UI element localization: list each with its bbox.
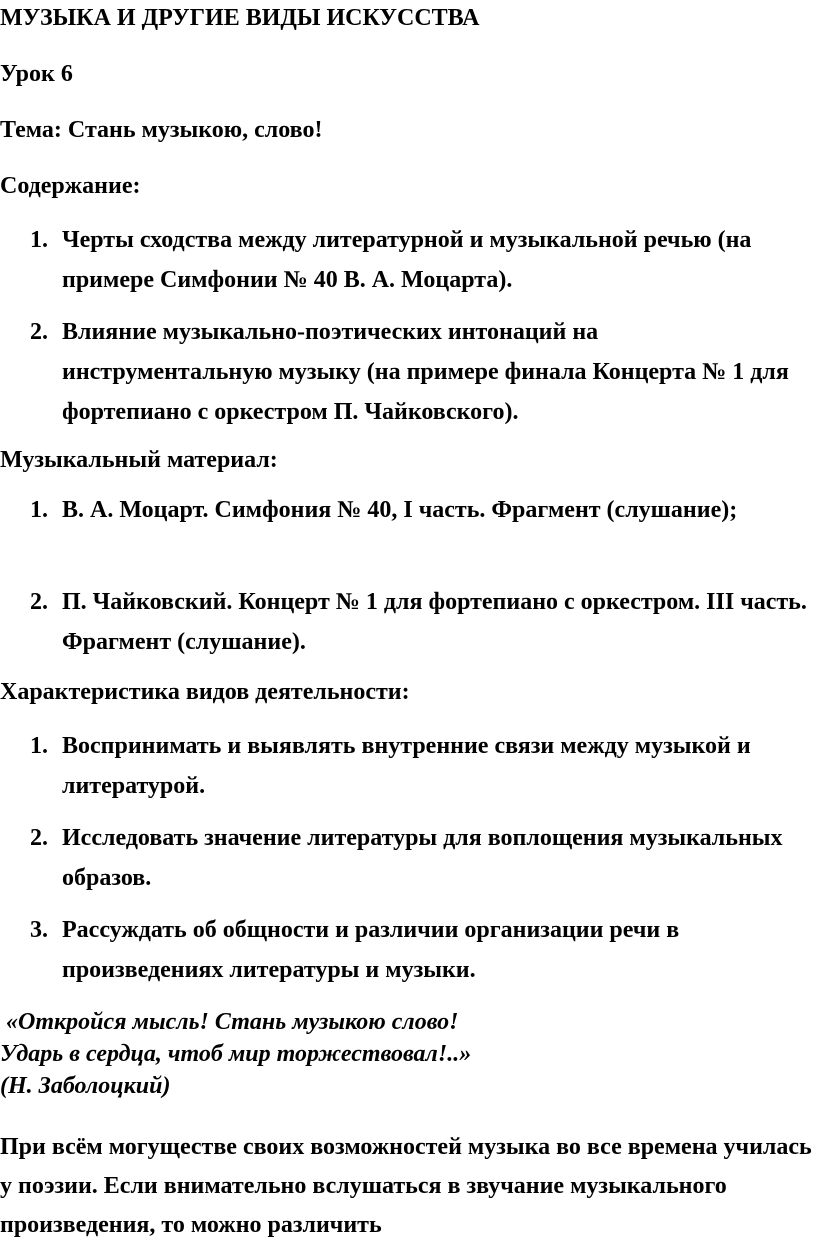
list-item-number: 1.: [30, 227, 48, 253]
list-item-text: Воспринимать и выявлять внутренние связи между музыкой и литературой.: [62, 733, 751, 799]
list-item-text: П. Чайковский. Концерт № 1 для фортепиано с оркестром. III часть. Фрагмент (слушание).: [62, 589, 807, 655]
lesson-topic: Тема: Стань музыкою, слово!: [0, 117, 323, 143]
list-item-text: Исследовать значение литературы для воплощения музыкальных образов.: [62, 825, 783, 891]
list-item-number: 2.: [30, 319, 48, 345]
epigraph-line: «Откройся мысль! Стань музыкою слово!: [0, 1009, 459, 1035]
epigraph-line: Ударь в сердца, чтоб мир торжествовал!..»: [0, 1041, 472, 1067]
list-item-number: 2.: [30, 589, 48, 615]
lesson-number: Урок 6: [0, 61, 73, 87]
material-heading: Музыкальный материал:: [0, 447, 278, 473]
list-item-number: 3.: [30, 917, 48, 943]
list-item-text: Рассуждать об общности и различии организации речи в произведениях литературы и музыки.: [62, 917, 680, 983]
epigraph-author: (Н. Заболоцкий): [0, 1073, 171, 1099]
list-item-number: 1.: [30, 733, 48, 759]
body-paragraph: При всём могуществе своих возможностей музыка во все времена училась у поэзии. Если внимательно вслушаться в звучание музыкального произведения, то можно различить: [0, 1134, 812, 1238]
document-heading: МУЗЫКА И ДРУГИЕ ВИДЫ ИСКУССТВА: [0, 5, 480, 31]
list-item-text: В. А. Моцарт. Симфония № 40, I часть. Фрагмент (слушание);: [62, 497, 738, 523]
epigraph: [0, 1006, 816, 1102]
list-item-number: 1.: [30, 497, 48, 523]
list-item-number: 2.: [30, 825, 48, 851]
list-item-text: Черты сходства между литературной и музыкальной речью (на примере Симфонии № 40 В. А. Моцарта).: [62, 227, 752, 293]
activity-heading: Характеристика видов деятельности:: [0, 679, 410, 705]
content-heading: Содержание:: [0, 173, 141, 199]
list-item-text: Влияние музыкально-поэтических интонаций на инструментальную музыку (на примере финала Концерта № 1 для фортепиано с оркестром П. Чайковского).: [62, 319, 789, 425]
